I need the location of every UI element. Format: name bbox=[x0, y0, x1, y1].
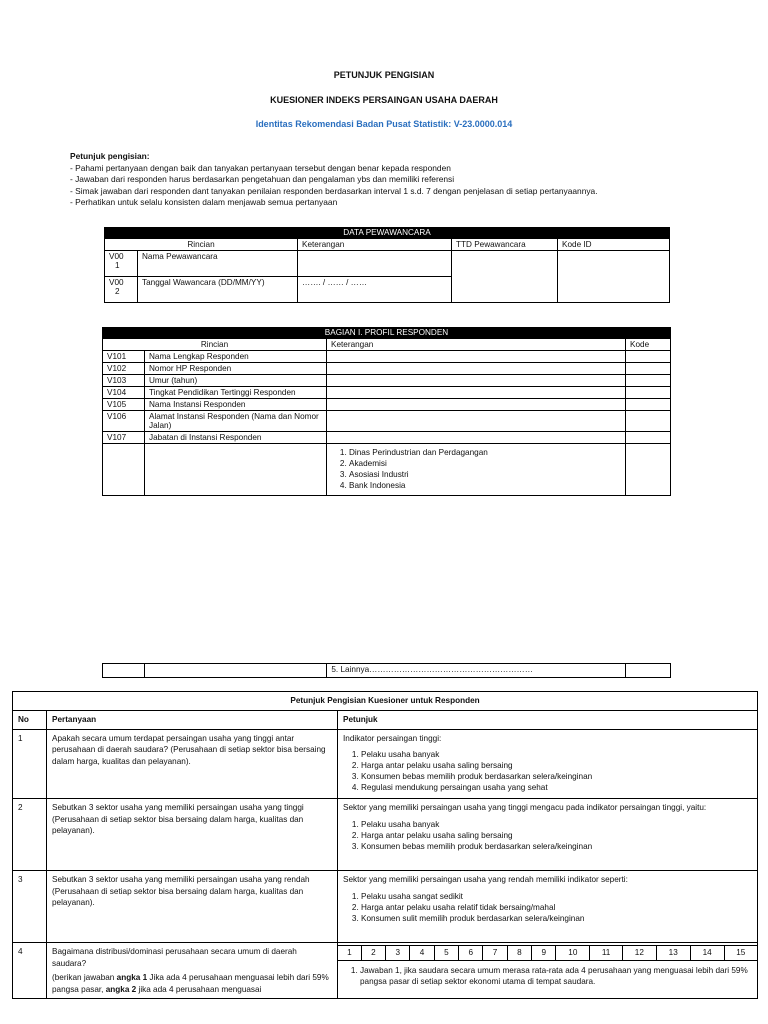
row-code bbox=[103, 444, 145, 496]
question-text: Sebutkan 3 sektor usaha yang memiliki persaingan usaha yang tinggi (Perusahaan di setiap sektor bisa bersaing dalam harga, kualitas dan pelayanan). bbox=[47, 799, 338, 871]
interviewer-table-header: DATA PEWAWANCARA bbox=[105, 228, 670, 239]
code-field[interactable] bbox=[626, 387, 671, 399]
col-kode-id: Kode ID bbox=[558, 239, 670, 251]
col-rincian: Rincian bbox=[105, 239, 298, 251]
instruction-line: - Simak jawaban dari responden dant tanyakan penilaian responden berdasarkan interval 1 s.d. 7 dengan penjelasan di setiap pertanyaannya. bbox=[70, 185, 598, 196]
row-code: V106 bbox=[103, 411, 145, 432]
row-code: V00 1 bbox=[105, 251, 138, 277]
bps-identity: Identitas Rekomendasi Badan Pusat Statistik: V-23.0000.014 bbox=[255, 119, 513, 129]
col-no: No bbox=[13, 711, 47, 730]
profile-table-header: BAGIAN I. PROFIL RESPONDEN bbox=[103, 328, 671, 339]
row-code: V102 bbox=[103, 363, 145, 375]
kode-id-field[interactable] bbox=[558, 251, 670, 303]
scale-option[interactable]: 10 bbox=[556, 946, 590, 961]
guide-intro: Sektor yang memiliki persaingan usaha yang rendah memiliki indikator seperti: bbox=[343, 875, 628, 884]
interviewer-table bbox=[104, 227, 670, 303]
row-label: Alamat Instansi Responden (Nama dan Nomor Jalan) bbox=[145, 411, 327, 432]
guide-item: 1. Pelaku usaha banyak bbox=[361, 819, 752, 830]
answer-explanation: 1. Jawaban 1, jika saudara secara umum merasa rata-rata ada 4 perusahaan yang menguasai lebih dari 59% pangsa pasar di setiap sektor ekonomi utama di tempat saudara. bbox=[360, 965, 751, 987]
guide-item: 3. Konsumen bebas memilih produk berdasarkan selera/keinginan bbox=[361, 841, 752, 852]
instruction-line: - Jawaban dari responden harus berdasarkan pengetahuan dan pengalaman ybs dan memiliki referensi bbox=[70, 174, 455, 184]
code-field[interactable] bbox=[626, 375, 671, 387]
row-code: V101 bbox=[103, 351, 145, 363]
guide-table bbox=[12, 691, 758, 999]
profile-table bbox=[102, 327, 671, 496]
scale-option[interactable]: 11 bbox=[590, 946, 623, 961]
answer-field[interactable] bbox=[327, 375, 626, 387]
code-field[interactable] bbox=[626, 399, 671, 411]
code-field[interactable] bbox=[626, 351, 671, 363]
answer-field[interactable] bbox=[327, 387, 626, 399]
col-question: Pertanyaan bbox=[47, 711, 338, 730]
guide-item: 2. Harga antar pelaku usaha saling bersaing bbox=[361, 830, 752, 841]
row-label: Umur (tahun) bbox=[145, 375, 327, 387]
scale-table bbox=[338, 945, 757, 961]
guide-cell bbox=[338, 943, 758, 999]
row-code bbox=[103, 664, 145, 678]
question-text-b: (berikan jawaban angka 1 Jika ada 4 perusahaan menguasai lebih dari 59% pangsa pasar, angka 2 jika ada 4 perusahaan menguasai bbox=[52, 973, 329, 994]
row-label: Nama Instansi Responden bbox=[145, 399, 327, 411]
row-label: Jabatan di Instansi Responden bbox=[145, 432, 327, 444]
answer-field[interactable] bbox=[327, 432, 626, 444]
scale-option[interactable]: 6 bbox=[459, 946, 483, 961]
question-text: Apakah secara umum terdapat persaingan usaha yang tinggi antar perusahaan di daerah saudara? (Perusahaan di setiap sektor bisa bersaing dalam harga, kualitas dan pelayanan). bbox=[47, 729, 338, 799]
institution-option[interactable]: 2. Akademisi bbox=[349, 458, 621, 469]
scale-option[interactable]: 3 bbox=[386, 946, 410, 961]
guide-item: 4. Regulasi mendukung persaingan usaha yang sehat bbox=[361, 782, 752, 793]
scale-option[interactable]: 15 bbox=[724, 946, 757, 961]
col-guide: Petunjuk bbox=[338, 711, 758, 730]
questionnaire-title: KUESIONER INDEKS PERSAINGAN USAHA DAERAH bbox=[270, 95, 498, 105]
scale-option[interactable]: 2 bbox=[361, 946, 385, 961]
question-text bbox=[47, 943, 338, 999]
guide-item: 1. Pelaku usaha banyak bbox=[361, 749, 752, 760]
question-no: 4 bbox=[13, 943, 47, 999]
row-code: V103 bbox=[103, 375, 145, 387]
guide-item: 1. Pelaku usaha sangat sedikit bbox=[361, 891, 752, 902]
row-label: Tingkat Pendidikan Tertinggi Responden bbox=[145, 387, 327, 399]
answer-field[interactable] bbox=[327, 411, 626, 432]
question-no: 3 bbox=[13, 871, 47, 943]
code-field[interactable] bbox=[626, 432, 671, 444]
guide-table-header: Petunjuk Pengisian Kuesioner untuk Responden bbox=[13, 692, 758, 711]
instruction-line: - Perhatikan untuk selalu konsisten dalam menjawab semua pertanyaan bbox=[70, 197, 338, 207]
row-label: Tanggal Wawancara (DD/MM/YY) bbox=[138, 277, 298, 303]
scale-option[interactable]: 14 bbox=[690, 946, 724, 961]
guide-item: 3. Konsumen bebas memilih produk berdasarkan selera/keinginan bbox=[361, 771, 752, 782]
row-label bbox=[144, 664, 326, 678]
instructions-heading: Petunjuk pengisian: bbox=[70, 151, 150, 161]
guide-item: 2. Harga antar pelaku usaha relatif tidak bersaing/mahal bbox=[361, 902, 752, 913]
col-ttd: TTD Pewawancara bbox=[452, 239, 558, 251]
code-field[interactable] bbox=[626, 411, 671, 432]
interview-date-field[interactable]: ……. / …… / …… bbox=[298, 277, 452, 303]
row-label bbox=[145, 444, 327, 496]
guide-intro: Sektor yang memiliki persaingan usaha yang tinggi mengacu pada indikator persaingan tinggi, yaitu: bbox=[343, 803, 707, 812]
question-text-a: Bagaimana distribusi/dominasi perusahaan secara umum di daerah saudara? bbox=[52, 947, 297, 968]
institution-option-other[interactable]: 5. Lainnya…………………………………………………… bbox=[327, 664, 626, 678]
instruction-line: - Pahami pertanyaan dengan baik dan tanyakan pertanyaan tersebut dengan benar kepada responden bbox=[70, 162, 451, 173]
question-no: 1 bbox=[13, 729, 47, 799]
scale-option[interactable]: 8 bbox=[507, 946, 531, 961]
scale-option[interactable]: 5 bbox=[434, 946, 458, 961]
answer-field[interactable] bbox=[327, 363, 626, 375]
scale-option[interactable]: 7 bbox=[483, 946, 507, 961]
row-label: Nama Pewawancara bbox=[138, 251, 298, 277]
question-text: Sebutkan 3 sektor usaha yang memiliki persaingan usaha yang rendah (Perusahaan di setiap sektor bisa bersaing dalam harga, kualitas dan pelayanan). bbox=[47, 871, 338, 943]
code-field[interactable] bbox=[626, 664, 671, 678]
scale-option[interactable]: 12 bbox=[622, 946, 656, 961]
col-kode: Kode bbox=[626, 339, 671, 351]
row-label: Nama Lengkap Responden bbox=[145, 351, 327, 363]
col-keterangan: Keterangan bbox=[298, 239, 452, 251]
institution-option[interactable]: 4. Bank Indonesia bbox=[349, 480, 621, 491]
question-no: 2 bbox=[13, 799, 47, 871]
guide-item: 3. Konsumen sulit memilih produk berdasarkan selera/keinginan bbox=[361, 913, 752, 924]
guide-cell bbox=[338, 871, 758, 943]
row-code: V107 bbox=[103, 432, 145, 444]
answer-field[interactable] bbox=[327, 351, 626, 363]
code-field[interactable] bbox=[626, 363, 671, 375]
answer-field[interactable] bbox=[327, 399, 626, 411]
instructions bbox=[70, 151, 598, 209]
row-code: V105 bbox=[103, 399, 145, 411]
page-title: PETUNJUK PENGISIAN bbox=[333, 70, 435, 80]
profile-table-continued bbox=[102, 663, 671, 678]
institution-option[interactable]: 1. Dinas Perindustrian dan Perdagangan bbox=[349, 447, 621, 458]
institution-options bbox=[327, 444, 626, 496]
scale-option[interactable]: 9 bbox=[532, 946, 556, 961]
scale-option[interactable]: 1 bbox=[338, 946, 361, 961]
col-keterangan: Keterangan bbox=[327, 339, 626, 351]
row-code: V00 2 bbox=[105, 277, 138, 303]
col-rincian: Rincian bbox=[103, 339, 327, 351]
scale-option[interactable]: 4 bbox=[410, 946, 434, 961]
interviewer-name-field[interactable] bbox=[298, 251, 452, 277]
guide-intro: Indikator persaingan tinggi: bbox=[343, 733, 442, 743]
row-label: Nomor HP Responden bbox=[145, 363, 327, 375]
guide-item: 2. Harga antar pelaku usaha saling bersaing bbox=[361, 760, 752, 771]
row-code: V104 bbox=[103, 387, 145, 399]
guide-cell bbox=[338, 729, 758, 799]
code-field[interactable] bbox=[626, 444, 671, 496]
institution-option[interactable]: 3. Asosiasi Industri bbox=[349, 469, 621, 480]
scale-option[interactable]: 13 bbox=[656, 946, 690, 961]
guide-cell bbox=[338, 799, 758, 871]
signature-field[interactable] bbox=[452, 251, 558, 303]
